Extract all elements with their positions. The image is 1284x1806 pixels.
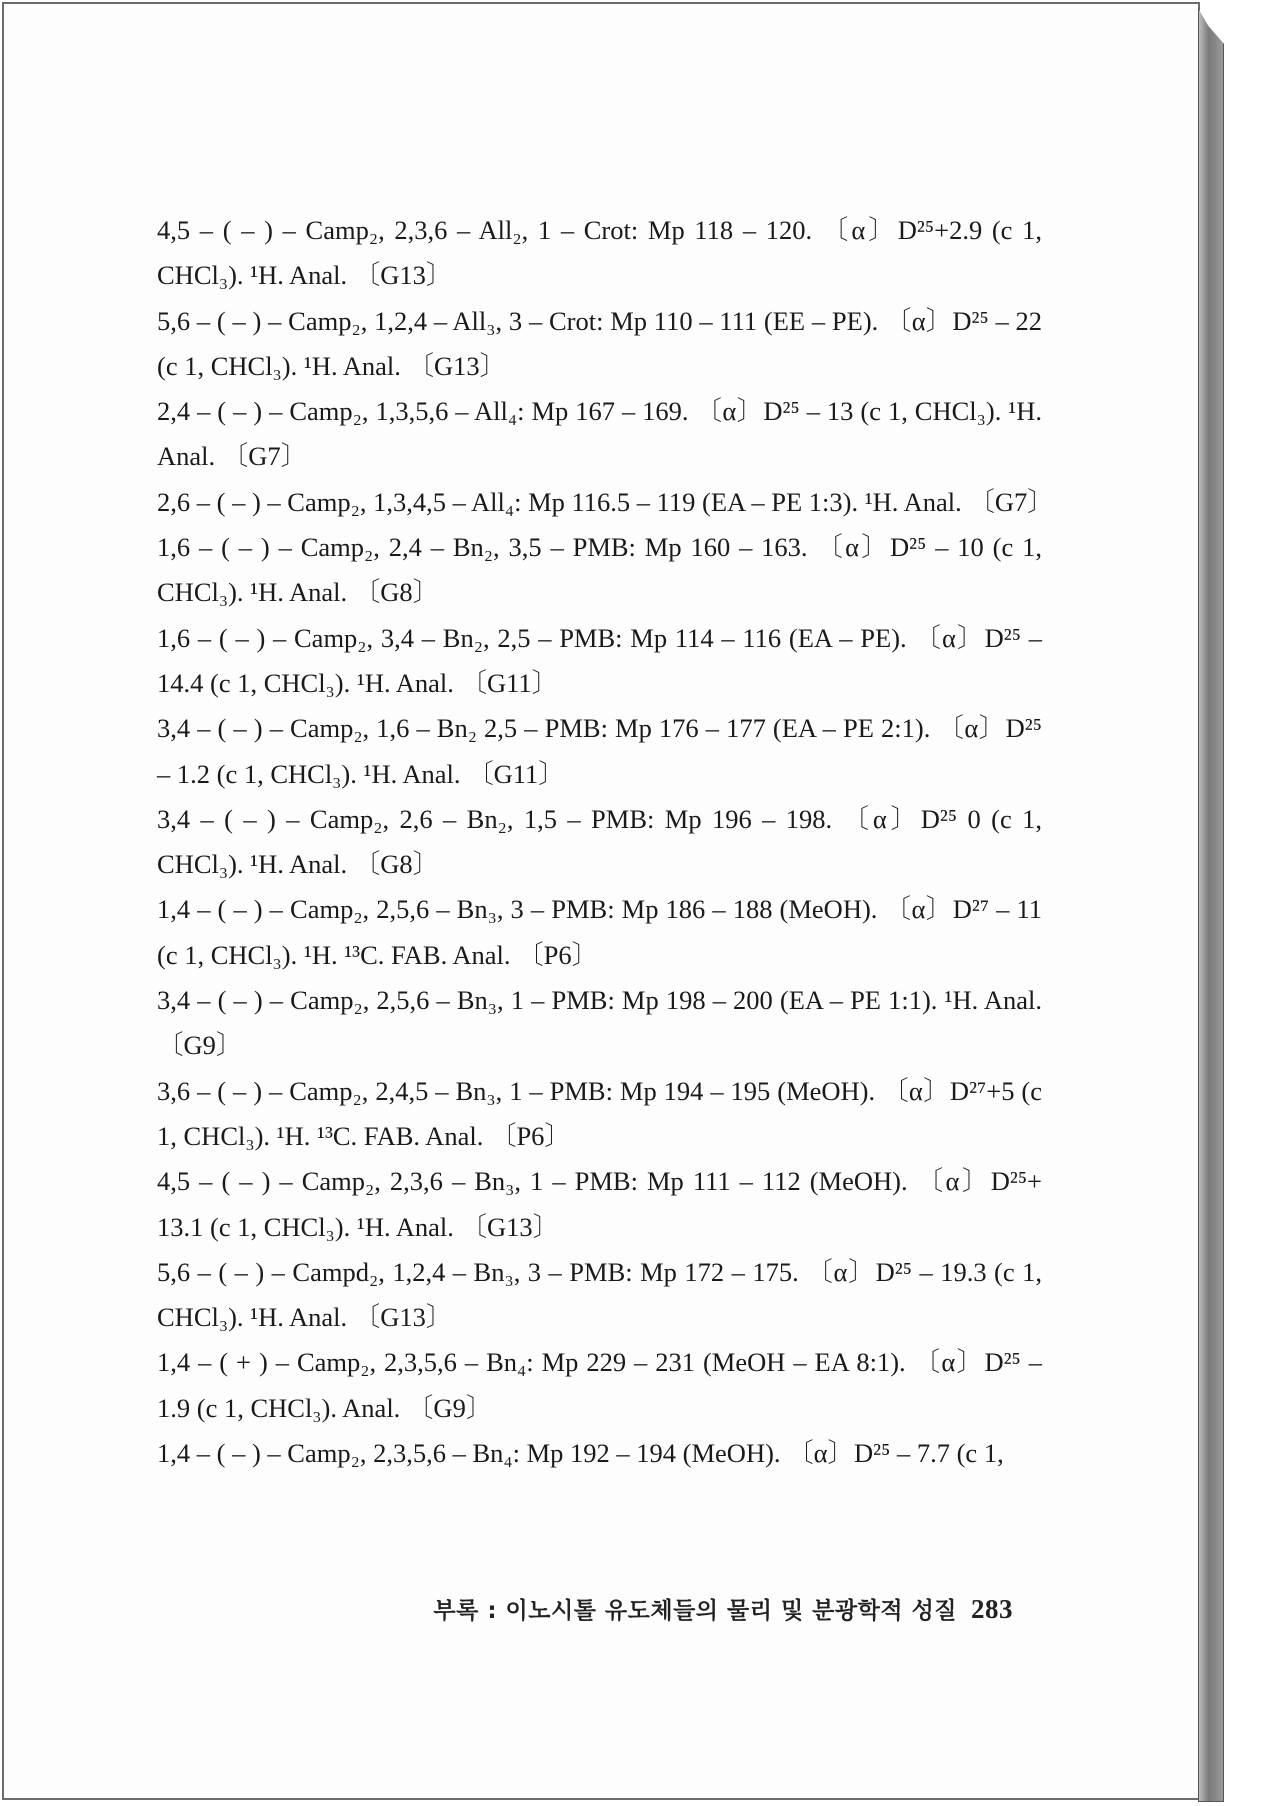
compound-entry: 3,6 – ( – ) – Camp₂, 2,4,5 – Bn₃, 1 – PMB: Mp 194 – 195 (MeOH). 〔α〕D²⁷+5 (c 1, CHCl₃). ¹H. ¹³C. FAB. Anal. 〔P6〕: [157, 1075, 1042, 1151]
compound-entry: 3,4 – ( – ) – Camp₂, 2,5,6 – Bn₃, 1 – PMB: Mp 198 – 200 (EA – PE 1:1). ¹H. Anal. 〔G9〕: [157, 985, 1042, 1061]
page-footer: [428, 1592, 1013, 1625]
running-footer-title: 부록 : 이노시톨 유도체들의 물리 및 분광학적 성질: [433, 1598, 957, 1624]
compound-entry: 3,4 – ( – ) – Camp₂, 2,6 – Bn₂, 1,5 – PMB: Mp 196 – 198. 〔α〕D²⁵ 0 (c 1, CHCl₃). ¹H. Anal. 〔G8〕: [157, 803, 1042, 880]
compound-entry: 4,5 – ( – ) – Camp₂, 2,3,6 – Bn₃, 1 – PMB: Mp 111 – 112 (MeOH). 〔α〕D²⁵+ 13.1 (c 1, CHCl₃). ¹H. Anal. 〔G13〕: [157, 1166, 1042, 1242]
compound-data-list: [157, 208, 1054, 1476]
page-number: 283: [971, 1594, 1013, 1624]
compound-entry: 1,6 – ( – ) – Camp₂, 2,4 – Bn₂, 3,5 – PMB: Mp 160 – 163. 〔α〕D²⁵ – 10 (c 1, CHCl₃). ¹H. Anal. 〔G8〕: [157, 532, 1042, 608]
compound-entry: 1,4 – ( – ) – Camp₂, 2,3,5,6 – Bn₄: Mp 192 – 194 (MeOH). 〔α〕D²⁵ – 7.7 (c 1,: [157, 1438, 1004, 1469]
compound-entry: 3,4 – ( – ) – Camp₂, 1,6 – Bn₂ 2,5 – PMB: Mp 176 – 177 (EA – PE 2:1). 〔α〕D²⁵ – 1.2 (c 1, CHCl₃). ¹H. Anal. 〔G11〕: [157, 713, 1042, 789]
compound-entry: 5,6 – ( – ) – Campd₂, 1,2,4 – Bn₃, 3 – PMB: Mp 172 – 175. 〔α〕D²⁵ – 19.3 (c 1, CHCl₃). ¹H. Anal. 〔G13〕: [157, 1256, 1042, 1333]
compound-entry: 1,4 – ( + ) – Camp₂, 2,3,5,6 – Bn₄: Mp 229 – 231 (MeOH – EA 8:1). 〔α〕D²⁵ – 1.9 (c 1, CHCl₃). Anal. 〔G9〕: [157, 1347, 1042, 1423]
compound-entry: 5,6 – ( – ) – Camp₂, 1,2,4 – All₃, 3 – Crot: Mp 110 – 111 (EE – PE). 〔α〕D²⁵ – 22 (c 1, CHCl₃). ¹H. Anal. 〔G13〕: [157, 305, 1042, 381]
compound-entry: 1,6 – ( – ) – Camp₂, 3,4 – Bn₂, 2,5 – PMB: Mp 114 – 116 (EA – PE). 〔α〕D²⁵ – 14.4 (c 1, CHCl₃). ¹H. Anal. 〔G11〕: [157, 622, 1042, 698]
compound-entry: 2,6 – ( – ) – Camp₂, 1,3,4,5 – All₄: Mp 116.5 – 119 (EA – PE 1:3). ¹H. Anal. 〔G7〕: [157, 486, 1054, 517]
page-edge-shadow: [1198, 8, 1224, 1802]
compound-entry: 1,4 – ( – ) – Camp₂, 2,5,6 – Bn₃, 3 – PMB: Mp 186 – 188 (MeOH). 〔α〕D²⁷ – 11 (c 1, CHCl₃). ¹H. ¹³C. FAB. Anal. 〔P6〕: [157, 894, 1042, 970]
compound-entry: 2,4 – ( – ) – Camp₂, 1,3,5,6 – All₄: Mp 167 – 169. 〔α〕D²⁵ – 13 (c 1, CHCl₃). ¹H. Anal. 〔G7〕: [157, 396, 1042, 472]
compound-entry: 4,5 – ( – ) – Camp₂, 2,3,6 – All₂, 1 – Crot: Mp 118 – 120. 〔α〕D²⁵+2.9 (c 1, CHCl₃). ¹H. Anal. 〔G13〕: [157, 215, 1042, 291]
